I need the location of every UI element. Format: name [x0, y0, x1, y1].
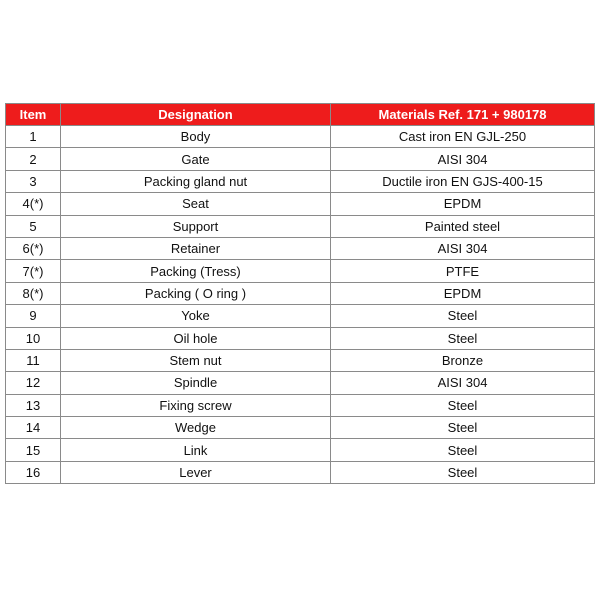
- table-row: [6, 170, 595, 192]
- cell-designation: Lever: [61, 461, 331, 483]
- cell-material: Ductile iron EN GJS-400-15: [331, 170, 595, 192]
- table-row: [6, 439, 595, 461]
- cell-designation: Link: [61, 439, 331, 461]
- table-row: [6, 461, 595, 483]
- cell-material: EPDM: [331, 193, 595, 215]
- cell-material: PTFE: [331, 260, 595, 282]
- cell-item: 1: [6, 126, 61, 148]
- cell-item: 10: [6, 327, 61, 349]
- cell-material: Steel: [331, 439, 595, 461]
- cell-item: 14: [6, 417, 61, 439]
- table-row: [6, 193, 595, 215]
- table-row: [6, 215, 595, 237]
- cell-material: AISI 304: [331, 237, 595, 259]
- cell-material: Painted steel: [331, 215, 595, 237]
- cell-item: 11: [6, 349, 61, 371]
- cell-material: AISI 304: [331, 148, 595, 170]
- cell-item: 16: [6, 461, 61, 483]
- table-row: [6, 148, 595, 170]
- cell-designation: Body: [61, 126, 331, 148]
- cell-item: 12: [6, 372, 61, 394]
- cell-item: 6(*): [6, 237, 61, 259]
- table-row: [6, 305, 595, 327]
- table-row: [6, 260, 595, 282]
- cell-item: 13: [6, 394, 61, 416]
- cell-designation: Seat: [61, 193, 331, 215]
- cell-item: 2: [6, 148, 61, 170]
- cell-item: 15: [6, 439, 61, 461]
- table-row: [6, 394, 595, 416]
- cell-designation: Packing (Tress): [61, 260, 331, 282]
- materials-table-container: [5, 103, 594, 484]
- cell-material: Steel: [331, 327, 595, 349]
- cell-item: 9: [6, 305, 61, 327]
- table-row: [6, 327, 595, 349]
- table-row: [6, 372, 595, 394]
- cell-item: 8(*): [6, 282, 61, 304]
- cell-material: Steel: [331, 461, 595, 483]
- materials-table: [5, 103, 595, 484]
- cell-item: 4(*): [6, 193, 61, 215]
- cell-designation: Yoke: [61, 305, 331, 327]
- cell-material: Steel: [331, 394, 595, 416]
- cell-material: Steel: [331, 417, 595, 439]
- cell-designation: Spindle: [61, 372, 331, 394]
- header-row: [6, 104, 595, 126]
- cell-designation: Gate: [61, 148, 331, 170]
- header-materials: Materials Ref. 171 + 980178: [331, 104, 595, 126]
- cell-material: EPDM: [331, 282, 595, 304]
- cell-designation: Packing gland nut: [61, 170, 331, 192]
- table-header: [6, 104, 595, 126]
- table-row: [6, 237, 595, 259]
- header-designation: Designation: [61, 104, 331, 126]
- cell-item: 7(*): [6, 260, 61, 282]
- cell-designation: Retainer: [61, 237, 331, 259]
- table-row: [6, 349, 595, 371]
- table-body: [6, 126, 595, 484]
- cell-item: 3: [6, 170, 61, 192]
- table-row: [6, 417, 595, 439]
- table-row: [6, 126, 595, 148]
- cell-designation: Packing ( O ring ): [61, 282, 331, 304]
- cell-designation: Support: [61, 215, 331, 237]
- cell-designation: Fixing screw: [61, 394, 331, 416]
- cell-item: 5: [6, 215, 61, 237]
- cell-designation: Oil hole: [61, 327, 331, 349]
- cell-designation: Wedge: [61, 417, 331, 439]
- cell-material: Bronze: [331, 349, 595, 371]
- cell-material: Steel: [331, 305, 595, 327]
- cell-designation: Stem nut: [61, 349, 331, 371]
- table-row: [6, 282, 595, 304]
- cell-material: Cast iron EN GJL-250: [331, 126, 595, 148]
- header-item: Item: [6, 104, 61, 126]
- cell-material: AISI 304: [331, 372, 595, 394]
